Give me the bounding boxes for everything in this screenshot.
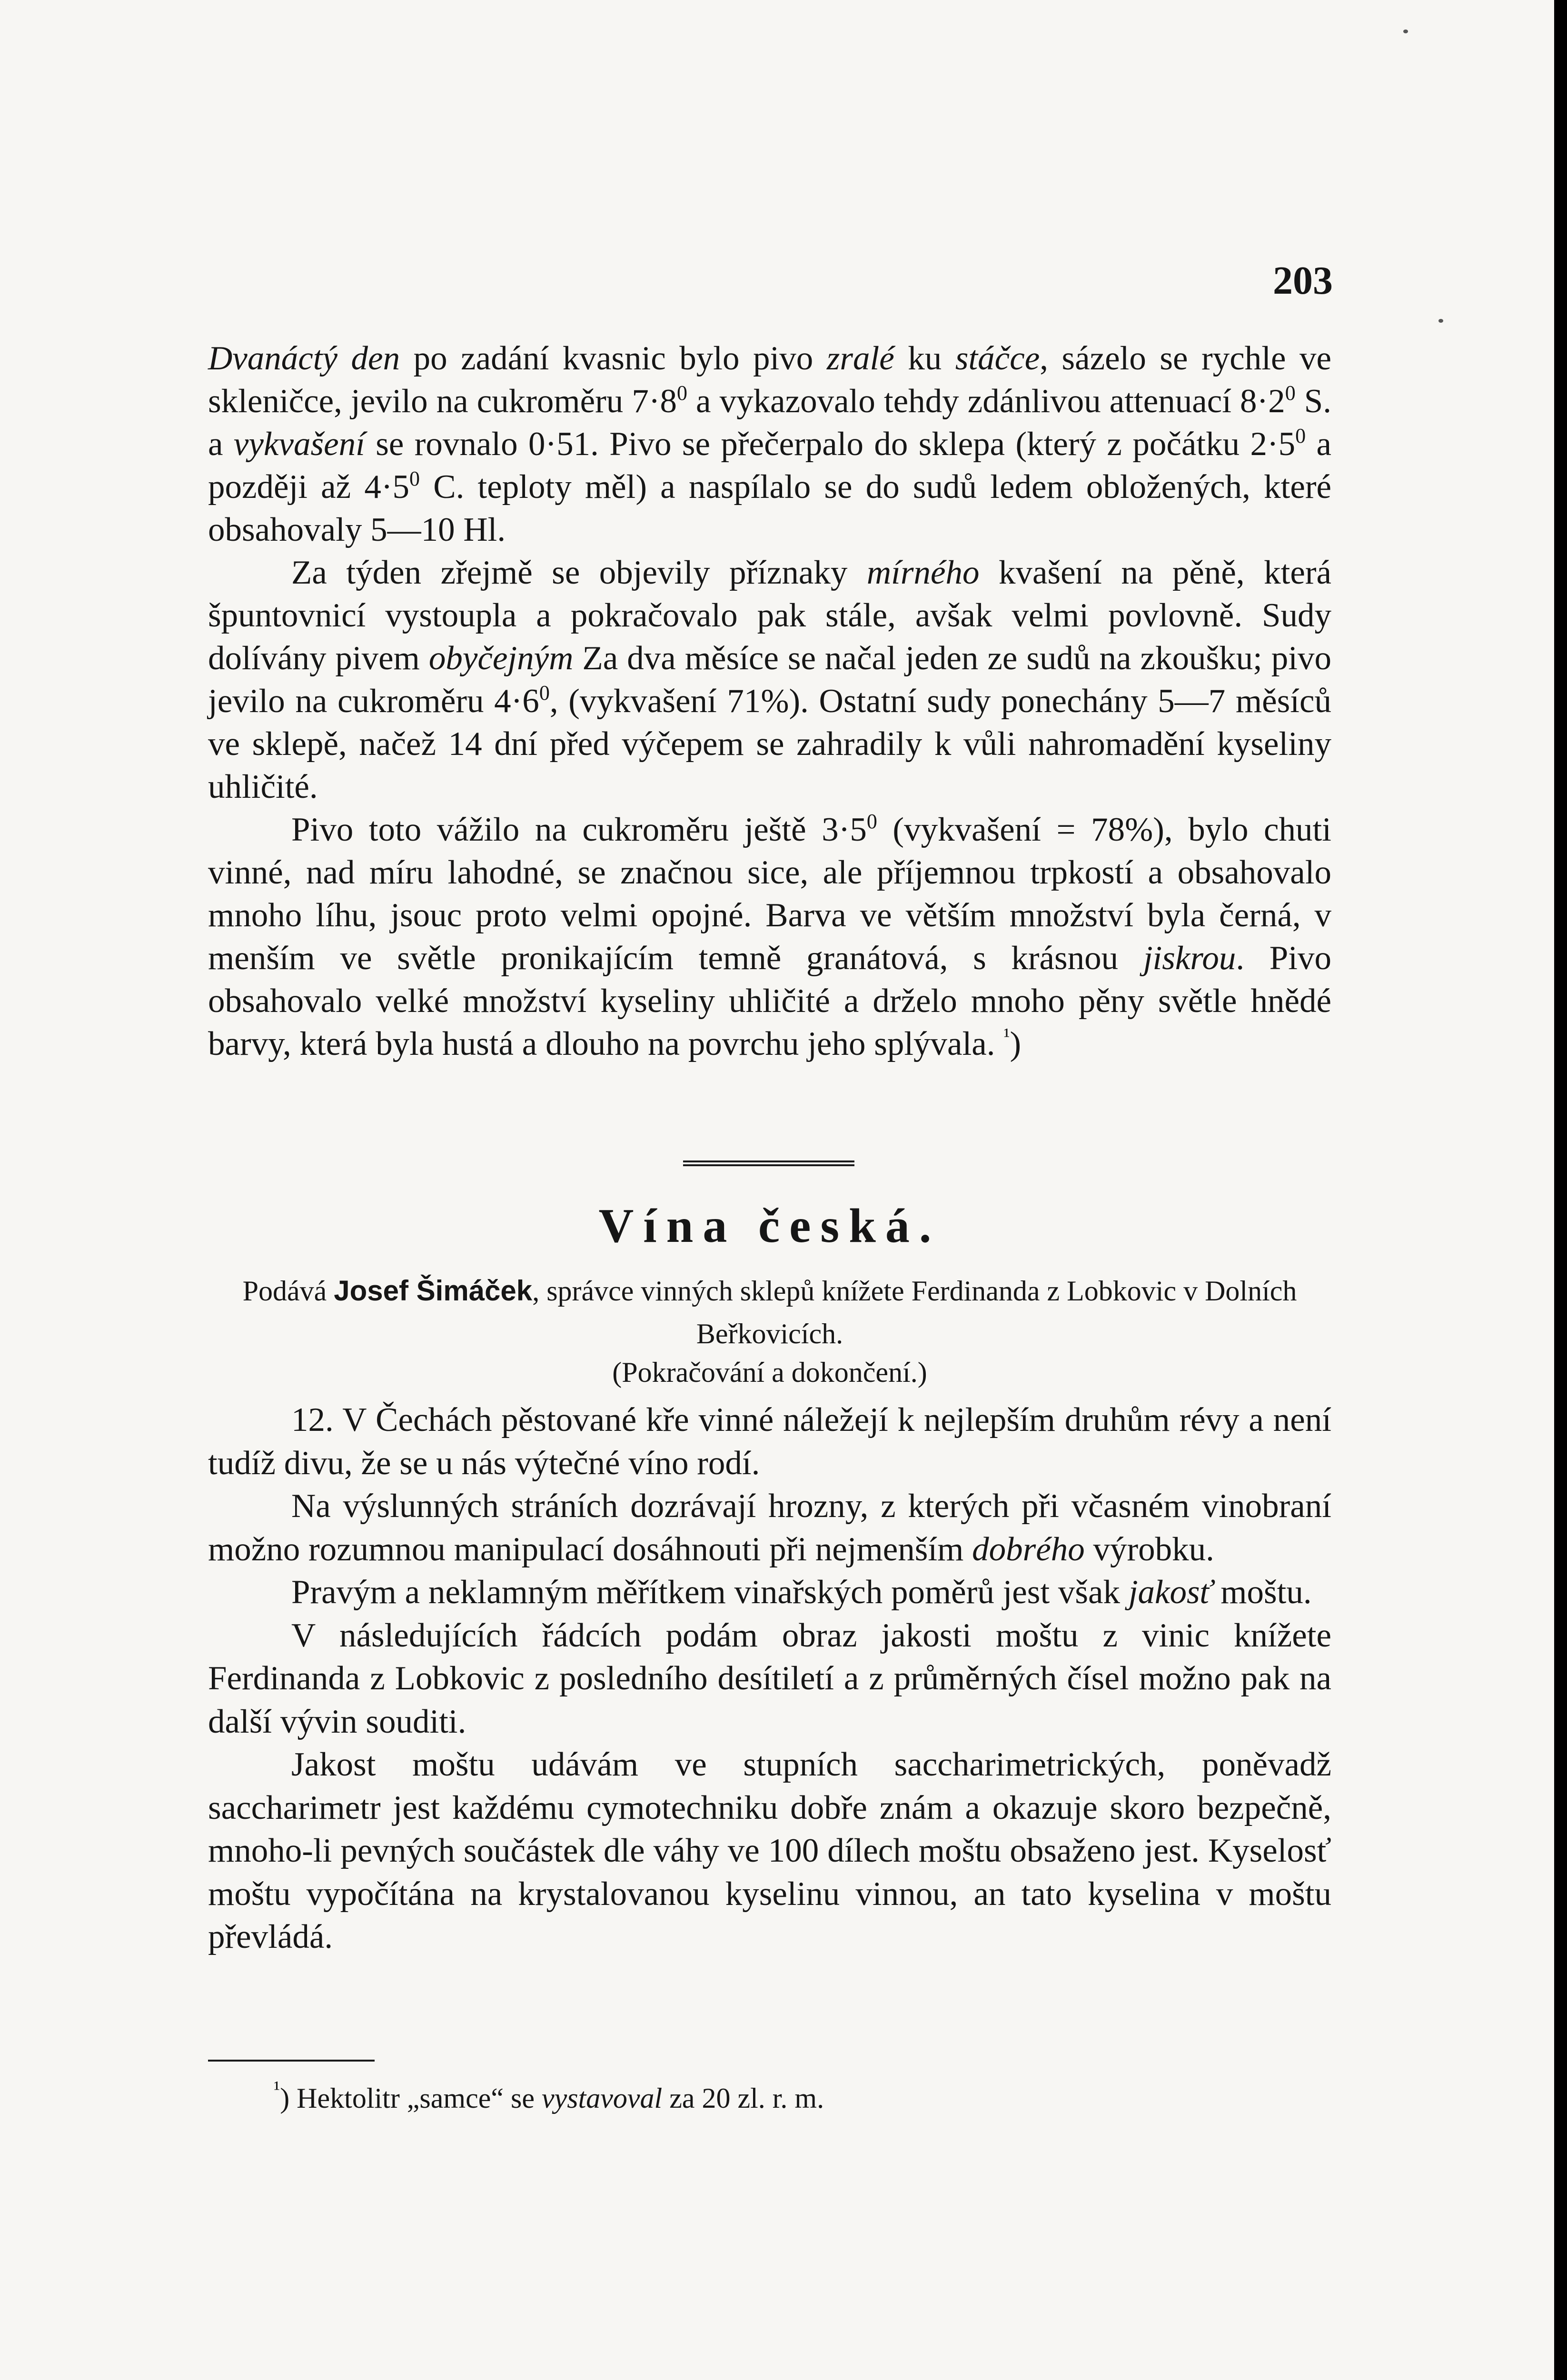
scan-speck [1403, 30, 1408, 33]
author-name: Josef Šimáček [334, 1275, 533, 1307]
italic-text: vystavoval [541, 2082, 663, 2114]
beer-text-section [208, 337, 1331, 1065]
continuation-note: (Pokračování a dokončení.) [612, 1357, 927, 1388]
footnote-mark: ¹ [274, 2077, 280, 2100]
text-run: po zadání kvasnic bylo pivo [400, 340, 827, 377]
text-run: kvašení na pěně, která špuntovnicí vystoupla a pokračovalo pak stále, avšak velmi povlovně. Sudy dolívány pivem [208, 554, 1331, 677]
text-run: a vykazovalo tehdy zdánlivou attenuací 8·2 [687, 383, 1285, 420]
text-run: (vykvašení = 78%), bylo chuti vinné, nad míru lahodné, se značnou sice, ale příjemnou trpkostí a obsahovalo mnoho líhu, jsouc proto velmi opojné. Barva ve větším množství byla černá, v menším ve světle pronikajícím temně granátová, s krásnou [208, 811, 1331, 977]
paragraph-must-quality: Jakost moštu udávám ve stupních saccharimetrických, poněvadž saccharimetr jest každému cymotechniku dobře znám a okazuje skoro bezpečně, mnoho-li pevných součástek dle váhy ve 100 dílech moštu obsaženo jest. Kyselosť moštu vypočítána na krystalovanou kyselinu vinnou, an tato kyselina v moštu převládá. [208, 1746, 1331, 1955]
text-run: se rovnalo 0·51. Pivo se přečerpalo do sklepa (který z počátku 2·5 [365, 426, 1296, 463]
italic-text: stáčce [955, 340, 1040, 377]
degree-mark: 0 [1295, 424, 1306, 447]
section-title: Vína česká. [598, 1199, 941, 1253]
text-run: Na výslunných stráních dozrávají hrozny, z kterých při včasném vinobraní možno rozumnou manipulací dosáhnouti při nejmenším [208, 1488, 1331, 1568]
italic-text: obyčejným [428, 640, 574, 677]
italic-text: zralé [826, 340, 894, 377]
text-run: Za týden zřejmě se objevily příznaky [291, 554, 867, 591]
footnote-reference: ¹ [1003, 1024, 1010, 1047]
paragraph-following-lines: V následujících řádcích podám obraz jakosti moštu z vinic knížete Ferdinanda z Lobkovic z posledního desítiletí a z průměrných čísel možno pak na další vývin souditi. [208, 1616, 1331, 1740]
page-number: 203 [1273, 258, 1333, 303]
byline [208, 1269, 1331, 1355]
paragraph-measure [208, 1571, 1331, 1614]
paragraph-twelfth-day [208, 337, 1331, 551]
text-run: výrobku. [1084, 1530, 1214, 1568]
degree-mark: 0 [677, 381, 687, 405]
byline-suffix: , správce vinných sklepů knížete Ferdinanda z Lobkovic v Dolních Beřkovicích. [532, 1275, 1297, 1349]
italic-text: jakosť [1128, 1574, 1212, 1611]
degree-mark: 0 [409, 467, 420, 490]
italic-text: Dvanáctý den [208, 340, 400, 377]
degree-mark: 0 [539, 681, 550, 704]
italic-text: dobrého [972, 1530, 1085, 1568]
footnote-divider [208, 2060, 375, 2062]
degree-mark: 0 [866, 810, 877, 833]
text-run: S. a [208, 383, 1331, 463]
scan-speck [1438, 319, 1443, 323]
degree-mark: 0 [1285, 381, 1296, 405]
paragraph-twelve: 12. V Čechách pěstované kře vinné náležejí k nejlepším druhům révy a není tudíž divu, že se u nás výtečné víno rodí. [208, 1401, 1331, 1482]
text-run: ku [894, 340, 955, 377]
paragraph-sunny-slopes [208, 1485, 1331, 1571]
text-run: , sázelo se rychle ve skleničce, jevilo na cukroměru 7·8 [208, 340, 1332, 420]
wine-text-section [208, 1398, 1331, 1959]
text-run: Za dva měsíce se načal jeden ze sudů na zkoušku; pivo jevilo na cukroměru 4·6 [208, 640, 1331, 720]
byline-prefix: Podává [242, 1275, 334, 1307]
text-run: Pravým a neklamným měřítkem vinařských poměrů jest však [291, 1574, 1129, 1611]
section-divider [683, 1160, 854, 1166]
paragraph-beer-weight [208, 808, 1331, 1065]
text-run: moštu. [1212, 1574, 1312, 1611]
text-run: za 20 zl. r. m. [662, 2082, 824, 2114]
paragraph-one-week [208, 551, 1331, 808]
text-run: ) [1010, 1025, 1022, 1062]
text-run: a později až 4·5 [208, 426, 1332, 506]
text-run: , (vykvašení 71%). Ostatní sudy ponechány 5—7 měsíců ve sklepě, načež 14 dní před výčepem se zahradily k vůli nahromadění kyseliny uhličité. [208, 683, 1331, 805]
italic-text: vykvašení [233, 426, 365, 463]
text-run: ) Hektolitr „samce“ se [280, 2082, 542, 2114]
italic-text: jiskrou [1143, 940, 1236, 977]
footnote [274, 2077, 1226, 2115]
italic-text: mírného [866, 554, 980, 591]
text-run: C. teploty měl) a naspílalo se do sudů ledem obložených, které obsahovaly 5—10 Hl. [208, 468, 1331, 548]
text-run: . Pivo obsahovalo velké množství kyseliny uhličité a drželo mnoho pěny světle hnědé barvy, která byla hustá a dlouho na povrchu jeho splývala. [208, 940, 1331, 1062]
text-run: Pivo toto vážilo na cukroměru ještě 3·5 [291, 811, 867, 848]
